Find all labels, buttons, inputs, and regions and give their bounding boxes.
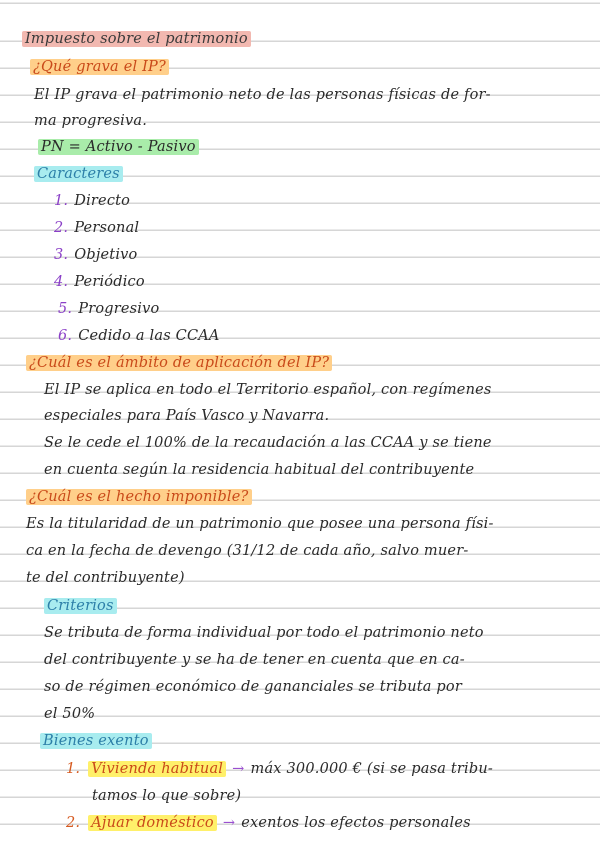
criterios-heading [44,597,117,615]
item-number: 6. [58,328,73,344]
paragraph-2-line-3: Se le cede el 100% de la recaudación a las CCAA y se tiene [44,435,492,451]
caracter-item [58,300,159,318]
formula-text: PN = Activo - Pasivo [38,139,199,155]
arrow-right-icon: → [222,815,236,831]
arrow-right-icon: → [232,761,245,777]
item-label: Cedido a las CCAA [78,328,220,344]
caracter-item [54,273,145,291]
item-label: Objetivo [74,247,138,263]
item-label: Directo [74,193,131,209]
question-hecho-imponible [26,488,252,506]
item-label: Ajuar doméstico [88,815,217,831]
question-ambito [26,354,332,372]
paragraph-3-line-1: Es la titularidad de un patrimonio que posee una persona físi- [26,516,494,532]
bien-item [66,814,471,832]
bienes-heading [40,732,152,750]
item-label: Progresivo [78,301,160,317]
page-title [22,30,251,48]
caracter-item [54,219,139,237]
paragraph-4-line-3: so de régimen económico de gananciales se tributa por [44,679,462,695]
criterios-heading-text: Criterios [44,598,117,614]
item-number: 2. [54,220,69,236]
paragraph-2-line-4: en cuenta según la residencia habitual del contribuyente [44,462,475,478]
title-text: Impuesto sobre el patrimonio [22,31,251,47]
formula [38,138,199,156]
item-text: máx 300.000 € (si se pasa tribu- [250,761,493,777]
paragraph-1-line-1: El IP grava el patrimonio neto de las personas físicas de for- [34,87,491,103]
paragraph-3-line-2: ca en la fecha de devengo (31/12 de cada año, salvo muer- [26,543,469,559]
item-text: exentos los efectos personales [241,815,471,831]
paragraph-4-line-1: Se tributa de forma individual por todo el patrimonio neto [44,625,484,641]
bienes-heading-text: Bienes exento [40,733,152,749]
item-label: Vivienda habitual [88,761,226,777]
item-label: Personal [74,220,140,236]
item-number: 2. [66,815,81,831]
question-3-text: ¿Cuál es el hecho imponible? [26,489,252,505]
question-2-text: ¿Cuál es el ámbito de aplicación del IP? [26,355,332,371]
bien-item [66,760,493,778]
item-number: 1. [54,193,69,209]
bien-item-continuation: tamos lo que sobre) [92,788,242,804]
question-1-text: ¿Qué grava el IP? [30,59,169,75]
item-number: 4. [54,274,69,290]
paragraph-3-line-3: te del contribuyente) [26,570,185,586]
paragraph-4-line-4: el 50% [44,706,96,722]
caracter-item [54,246,137,264]
paragraph-2-line-2: especiales para País Vasco y Navarra. [44,408,330,424]
item-number: 1. [66,761,81,777]
item-number: 5. [58,301,73,317]
paragraph-2-line-1: El IP se aplica en todo el Territorio español, con regímenes [44,382,492,398]
item-label: Periódico [74,274,145,290]
caracter-item [58,327,220,345]
caracter-item [54,192,130,210]
item-number: 3. [54,247,69,263]
paragraph-1-line-2: ma progresiva. [34,113,148,129]
question-que-grava [30,58,169,76]
caracteres-heading-text: Caracteres [34,166,123,182]
paragraph-4-line-2: del contribuyente y se ha de tener en cuenta que en ca- [44,652,465,668]
caracteres-heading [34,165,123,183]
